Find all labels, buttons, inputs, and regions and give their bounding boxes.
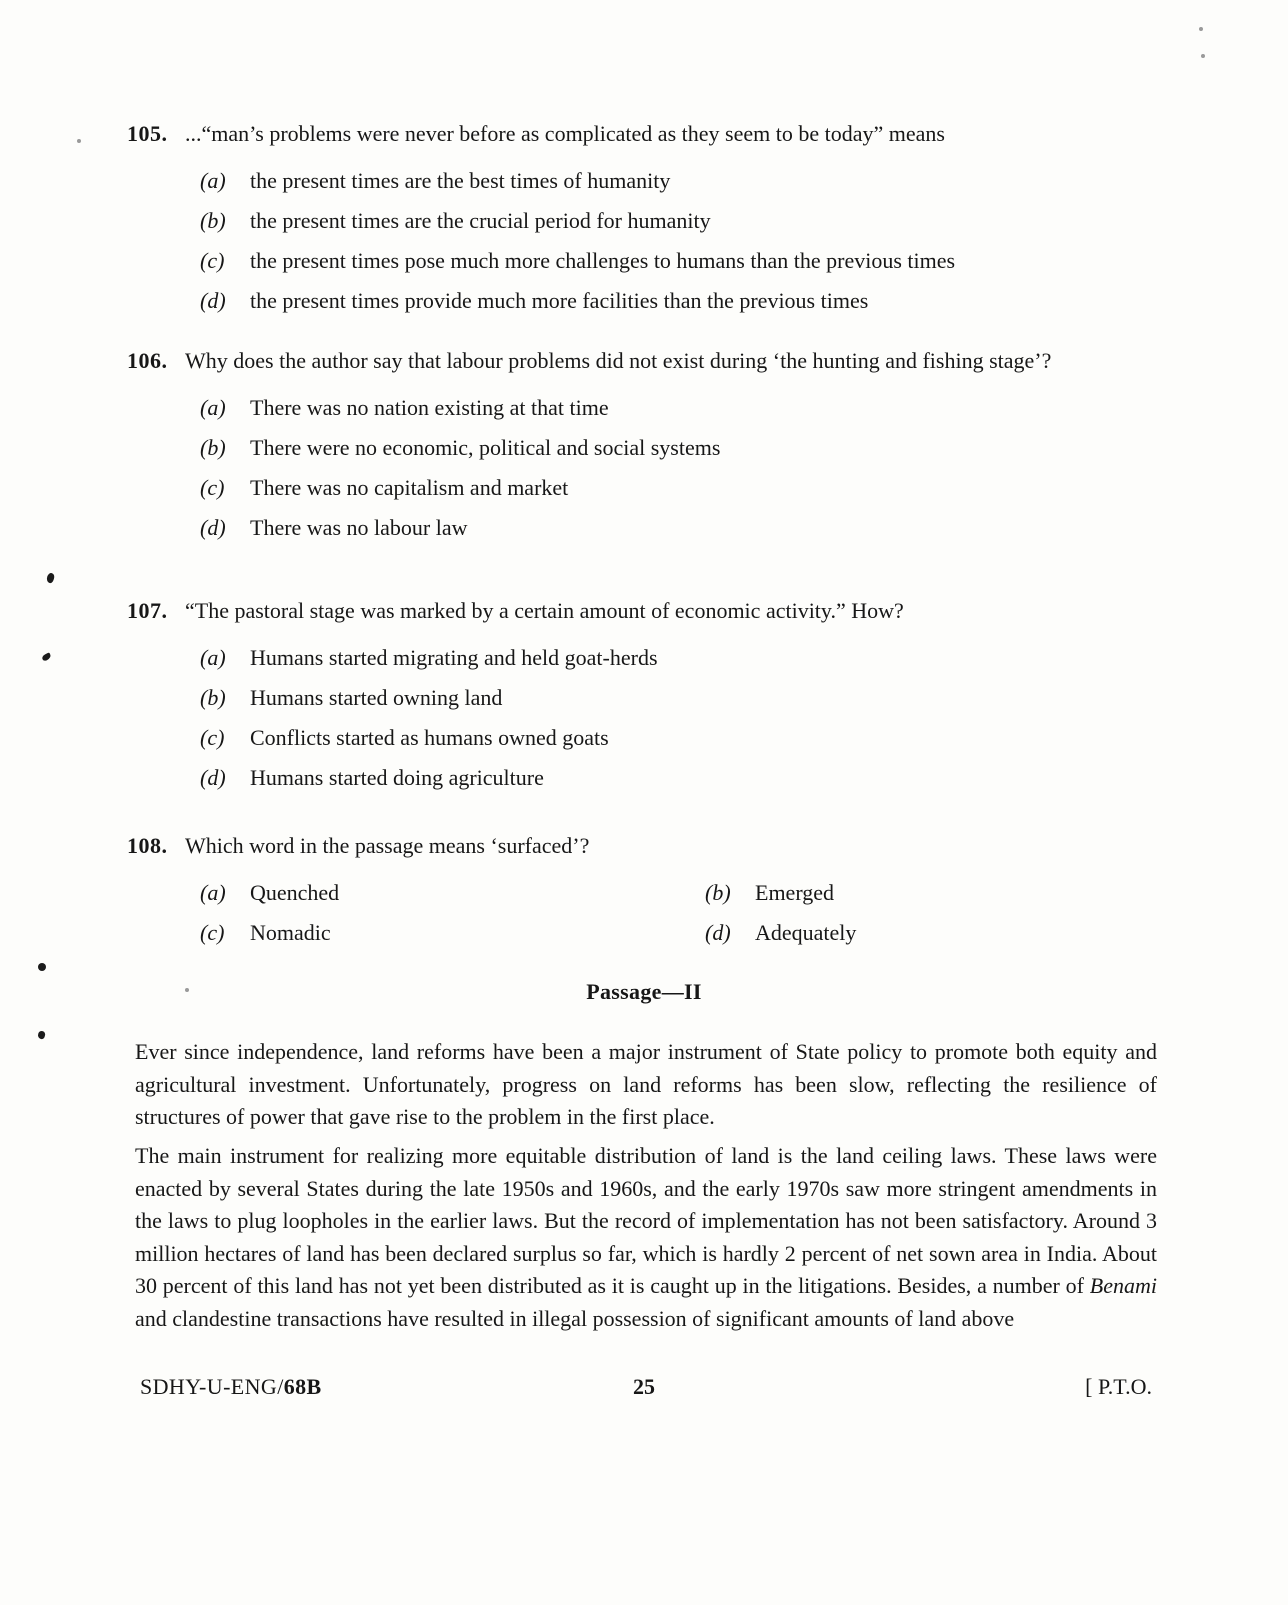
option-letter: (d) [200,288,226,313]
option-text: the present times provide much more facilities than the previous times [250,288,869,313]
option-letter: (a) [200,880,226,905]
option-letter: (a) [200,168,226,193]
passage-paragraph-2 [135,1140,1157,1335]
option-letter: (b) [200,208,226,233]
scan-artifact [37,1030,46,1040]
option-b [127,679,1157,716]
options-list [127,389,1157,546]
option-letter: (b) [705,880,731,905]
question-text: ...“man’s problems were never before as complicated as they seem to be today” means [185,121,945,146]
question-number: 106. [127,348,168,373]
option-letter: (c) [200,725,225,750]
option-letter: (d) [200,515,226,540]
scan-artifact [41,652,52,662]
option-row [127,914,1157,951]
option-text: There was no labour law [250,515,468,540]
option-row [127,874,1157,911]
scan-artifact [46,572,56,584]
option-a [127,162,1157,199]
scan-artifact [185,988,189,992]
question-head [127,115,1157,152]
option-a [127,874,632,911]
option-text: Emerged [755,880,835,905]
option-d [127,759,1157,796]
option-text: Adequately [755,920,857,945]
option-text: Nomadic [250,920,331,945]
options-list [127,874,1157,951]
option-text: Quenched [250,880,340,905]
option-letter: (c) [200,475,225,500]
question-105 [127,115,1157,319]
paragraph-text: The main instrument for realizing more equitable distribution of land is the land ceiling laws. These laws were enacted by several States during the late 1950s and 1960s, and the early 1970s saw more stringent amendments in the laws to plug loopholes in the earlier laws. But the record of implementation has not been satisfactory. Around 3 million hectares of land has been declared surplus so far, which is hardly 2 percent of net sown area in India. About 30 percent of this land has not yet been distributed as it is caught up in the litigations. Besides, a number of [135,1143,1157,1298]
option-text: There was no capitalism and market [250,475,569,500]
scan-artifact [1201,54,1205,58]
option-letter: (a) [200,645,226,670]
option-letter: (d) [705,920,731,945]
option-text: Conflicts started as humans owned goats [250,725,609,750]
option-letter: (b) [200,435,226,460]
option-d [632,914,1137,951]
paragraph-text: and clandestine transactions have resulted in illegal possession of significant amounts of land above [135,1305,1015,1331]
passage-heading: Passage—II [586,979,702,1004]
option-d [127,282,1157,319]
option-text: Humans started owning land [250,685,503,710]
option-d [127,509,1157,546]
option-b [127,202,1157,239]
question-number: 105. [127,121,168,146]
question-text: Why does the author say that labour problems did not exist during ‘the hunting and fishing stage’? [185,348,1052,373]
scan-artifact [38,963,46,971]
option-letter: (d) [200,765,226,790]
pto-label: [ P.T.O. [1085,1374,1152,1399]
option-text: the present times are the best times of humanity [250,168,671,193]
option-b [127,429,1157,466]
question-text: “The pastoral stage was marked by a certain amount of economic activity.” How? [185,598,904,623]
option-c [127,914,632,951]
options-list [127,639,1157,796]
option-c [127,719,1157,756]
options-list [127,162,1157,319]
question-head [127,342,1157,379]
option-text: There were no economic, political and social systems [250,435,721,460]
option-text: the present times are the crucial period for humanity [250,208,711,233]
option-c [127,469,1157,506]
option-text: Humans started doing agriculture [250,765,544,790]
scan-artifact [1199,27,1203,31]
question-head [127,827,1157,864]
scan-artifact [77,139,81,143]
booklet-code-prefix: SDHY-U-ENG/ [140,1374,284,1399]
option-letter: (c) [200,248,225,273]
question-text: Which word in the passage means ‘surfaced’? [185,833,590,858]
option-letter: (a) [200,395,226,420]
page-number: 25 [633,1374,655,1399]
passage-paragraph-1: Ever since independence, land reforms have been a major instrument of State policy to promote both equity and agricultural investment. Unfortunately, progress on land reforms has been slow, reflecting the resilience of structures of power that gave rise to the problem in the first place. [135,1039,1157,1129]
option-c [127,242,1157,279]
option-letter: (b) [200,685,226,710]
option-a [127,639,1157,676]
option-a [127,389,1157,426]
question-108 [127,827,1157,951]
option-letter: (c) [200,920,225,945]
option-text: Humans started migrating and held goat-herds [250,645,658,670]
question-106 [127,342,1157,546]
question-number: 107. [127,598,168,623]
question-head [127,592,1157,629]
question-number: 108. [127,833,168,858]
option-text: There was no nation existing at that time [250,395,609,420]
booklet-code-series: 68B [283,1374,322,1399]
option-b [632,874,1137,911]
italic-term: Benami [1089,1273,1157,1298]
option-text: the present times pose much more challenges to humans than the previous times [250,248,956,273]
question-107 [127,592,1157,796]
